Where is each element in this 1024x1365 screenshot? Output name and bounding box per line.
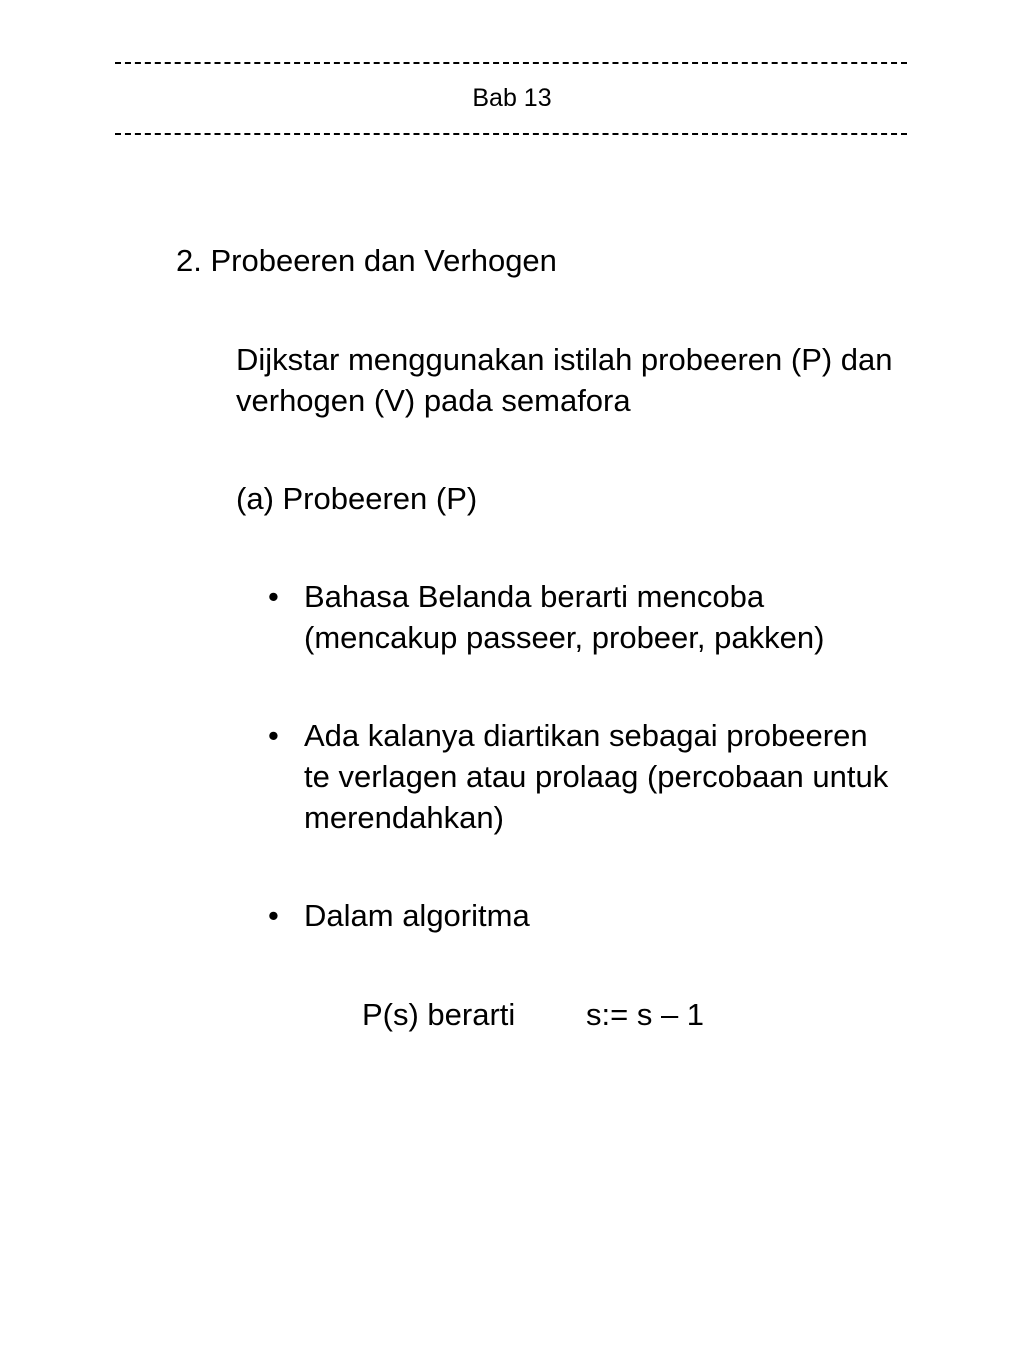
intro-line: Dijkstar menggunakan istilah probeeren (P) dan [236, 342, 893, 377]
chapter-title: Bab 13 [472, 84, 552, 112]
bullet-line: merendahkan) [304, 800, 504, 835]
formula-label: P(s) berarti [362, 997, 516, 1032]
bullet-text [304, 895, 530, 936]
bullet-line: Bahasa Belanda berarti mencoba [304, 579, 765, 614]
header-rule-bottom [115, 133, 907, 135]
bullet-dot: • [268, 718, 279, 753]
section-heading: 2. Probeeren dan Verhogen [176, 243, 557, 278]
bullet-line: Dalam algoritma [304, 898, 530, 933]
bullet-line: (mencakup passeer, probeer, pakken) [304, 620, 825, 655]
bullet-text [304, 715, 888, 838]
bullet-text [304, 576, 824, 658]
intro-line: verhogen (V) pada semafora [236, 383, 631, 418]
bullet-dot: • [268, 898, 279, 933]
subheading: (a) Probeeren (P) [236, 481, 478, 516]
formula-expression: s:= s – 1 [586, 997, 705, 1032]
intro-paragraph [236, 339, 893, 421]
bullet-dot: • [268, 579, 279, 614]
bullet-line: te verlagen atau prolaag (percobaan untuk [304, 759, 889, 794]
bullet-line: Ada kalanya diartikan sebagai probeeren [304, 718, 868, 753]
header-rule-top [115, 62, 907, 64]
